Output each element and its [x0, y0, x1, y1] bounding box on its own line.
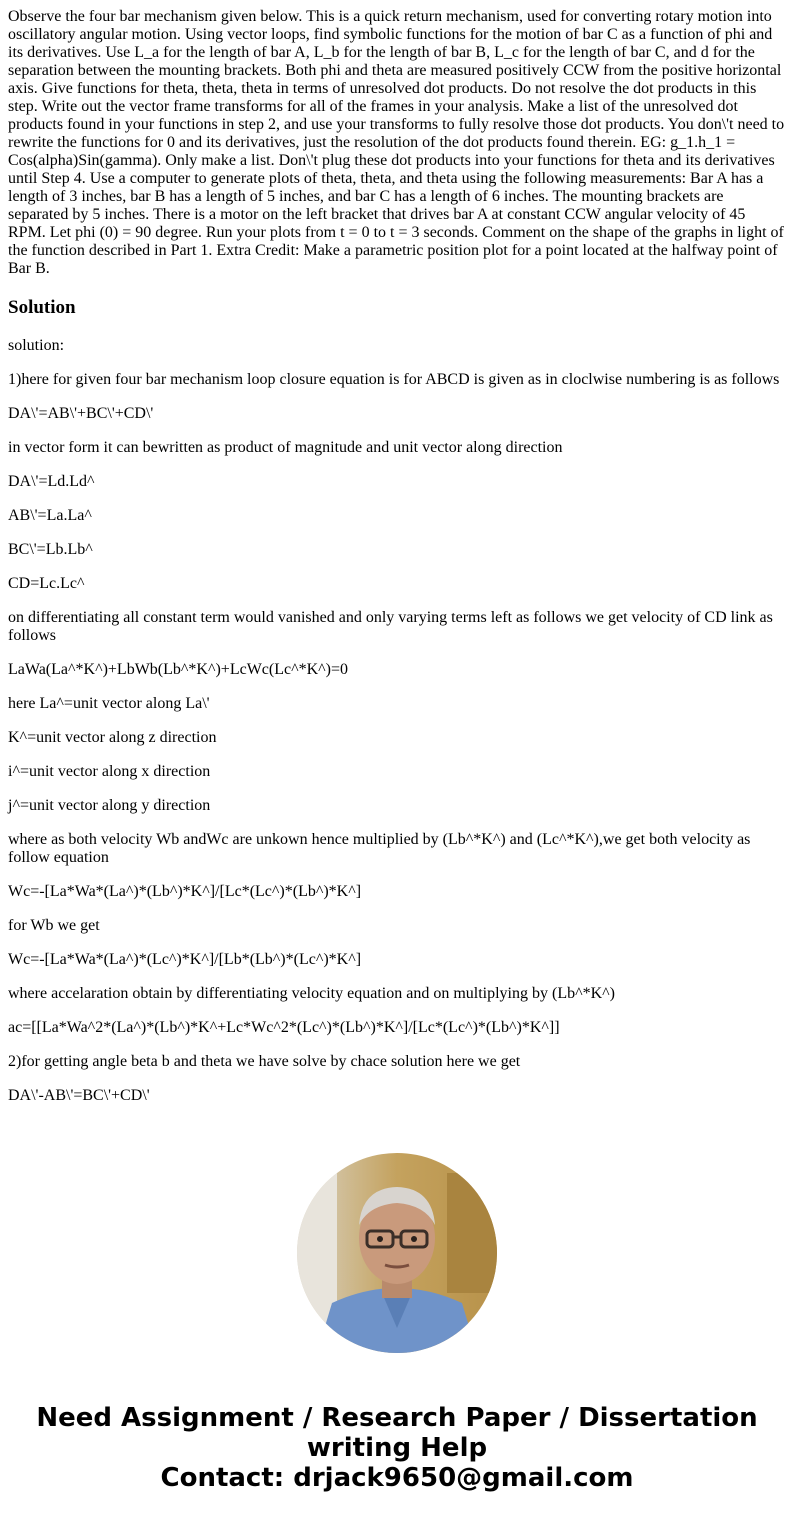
solution-line: here La^=unit vector along La\': [8, 695, 210, 712]
solution-line: in vector form it can bewritten as product of magnitude and unit vector along direction: [8, 439, 563, 456]
solution-line: j^=unit vector along y direction: [8, 797, 211, 814]
cta-contact-email: Contact: drjack9650@gmail.com: [160, 1463, 634, 1493]
solution-line: i^=unit vector along x direction: [8, 763, 211, 780]
solution-line: LaWa(La^*K^)+LbWb(Lb^*K^)+LcWc(Lc^*K^)=0: [8, 661, 349, 678]
cta-line-1: Need Assignment / Research Paper / Dissertation: [36, 1403, 758, 1433]
solution-line: Wc=-[La*Wa*(La^)*(Lc^)*K^]/[Lb*(Lb^)*(Lc^)*K^]: [8, 951, 362, 968]
solution-line: where accelaration obtain by differentiating velocity equation and on multiplying by (Lb^*K^): [8, 985, 615, 1002]
solution-line: where as both velocity Wb andWc are unkown hence multiplied by (Lb^*K^) and (Lc^*K^),we get both velocity as follow equation: [8, 831, 751, 866]
solution-line: 1)here for given four bar mechanism loop closure equation is for ABCD is given as in cloclwise numbering is as follows: [8, 371, 780, 388]
tutor-photo-icon: [297, 1153, 497, 1353]
question-text: Observe the four bar mechanism given below. This is a quick return mechanism, used for converting rotary motion into oscillatory angular motion. Using vector loops, find symbolic functions for the motion of bar C as a function of phi and its derivatives. Use L_a for the length of bar A, L_b for the length of bar B, L_c for the length of bar C, and d for the separation between the mounting brackets. Both phi and theta are measured positively CCW from the positive horizontal axis. Give functions for theta, theta, theta in terms of unresolved dot products. Do not resolve the dot products in this step. Write out the vector frame transforms for all of the frames in your analysis. Make a list of the unresolved dot products found in your functions in step 2, and use your transforms to fully resolve those dot products. You don\'t need to rewrite the functions for 0 and its derivatives, just the resolution of the dot products found therein. EG: g_1.h_1 = Cos(alpha)Sin(gamma). Only make a list. Don\'t plug these dot products into your functions for theta and its derivatives until Step 4. Use a computer to generate plots of theta, theta, and theta using the following measurements: Bar A has a length of 3 inches, bar B has a length of 5 inches, and bar C has a length of 6 inches. The mounting brackets are separated by 5 inches. There is a motor on the left bracket that drives bar A at constant CCW angular velocity of 45 RPM. Let phi (0) = 90 degree. Run your plots from t = 0 to t = 3 seconds. Comment on the shape of the graphs in light of the function described in Part 1. Extra Credit: Make a parametric position plot for a point located at the halfway point of Bar B.: [8, 8, 785, 277]
solution-line: BC\'=Lb.Lb^: [8, 541, 93, 558]
solution-line: solution:: [8, 337, 65, 354]
solution-line: ac=[[La*Wa^2*(La^)*(Lb^)*K^+Lc*Wc^2*(Lc^)*(Lb^)*K^]/[Lc*(Lc^)*(Lb^)*K^]]: [8, 1019, 560, 1036]
solution-body: [8, 337, 786, 1121]
tutor-avatar: [297, 1153, 497, 1353]
solution-line: DA\'-AB\'=BC\'+CD\': [8, 1087, 150, 1104]
solution-line: Wc=-[La*Wa*(La^)*(Lb^)*K^]/[Lc*(Lc^)*(Lb^)*K^]: [8, 883, 362, 900]
cta-line-2: writing Help: [306, 1433, 488, 1463]
solution-line: AB\'=La.La^: [8, 507, 92, 524]
solution-heading: Solution: [8, 297, 76, 318]
solution-line: for Wb we get: [8, 917, 100, 934]
solution-line: CD=Lc.Lc^: [8, 575, 85, 592]
solution-line: on differentiating all constant term would vanished and only varying terms left as follows we get velocity of CD link as follows: [8, 609, 773, 644]
solution-line: K^=unit vector along z direction: [8, 729, 217, 746]
solution-line: DA\'=Ld.Ld^: [8, 473, 95, 490]
contact-banner: [0, 1403, 794, 1493]
solution-line: DA\'=AB\'+BC\'+CD\': [8, 405, 154, 422]
solution-line: 2)for getting angle beta b and theta we have solve by chace solution here we get: [8, 1053, 521, 1070]
